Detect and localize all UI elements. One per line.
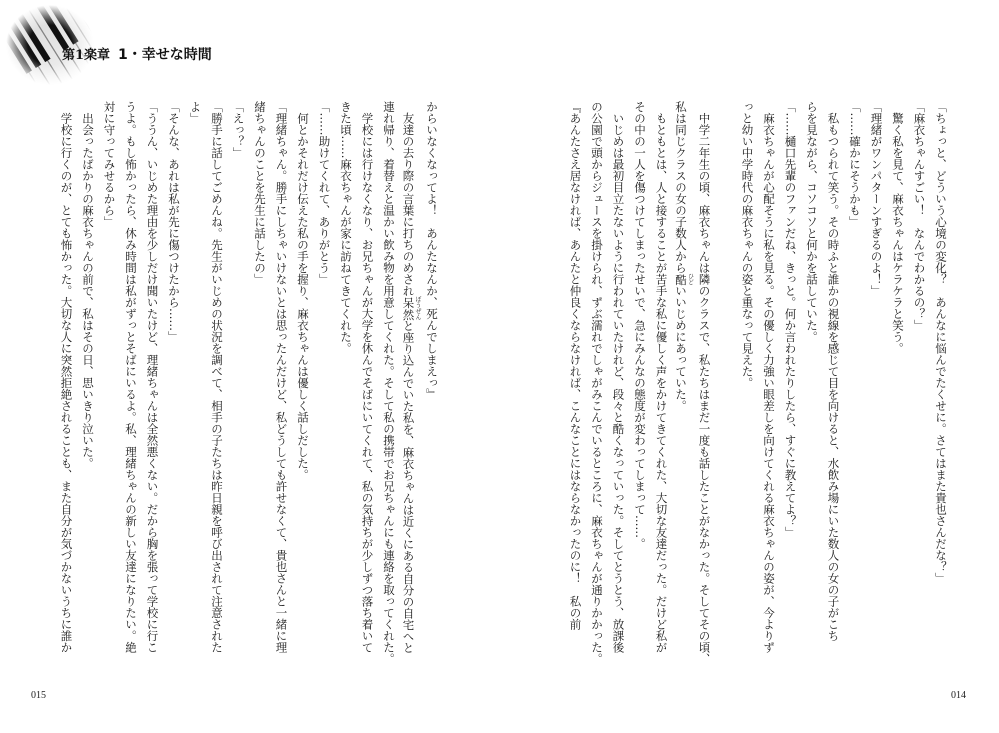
text-column: 何とかそれだけ伝えた私の手を握り、麻衣ちゃんは優しく話しだした。 <box>296 101 310 481</box>
text-column: 中学二年生の頃、麻衣ちゃんは隣のクラスで、私たちはまだ一度も話したことがなかった。そしてその頃、 <box>697 101 712 665</box>
text-column: よ」 <box>188 101 203 124</box>
text-column: 学校に行くのが、とても怖かった。大切な人に突然拒絶されることも、また自分が気づかないうちに誰か <box>59 101 74 653</box>
page-number-right: 014 <box>951 690 966 701</box>
text-column: 麻衣ちゃんが心配そうに私を見る。その優しく力強い眼差しを向けてくれる麻衣ちゃんの姿が、今よりず <box>762 101 776 653</box>
chapter-label: 第1楽章 <box>62 48 111 63</box>
text-column: その中の一人を傷つけてしまったせいで、急にみんなの態度が変わってしまって……。 <box>633 101 647 550</box>
text-column: 「えっ？」 <box>231 101 246 159</box>
text-segment: 友達の去り際の言葉に打ちのめされ <box>401 101 416 297</box>
text-column: うよ。もし怖かったら、休み時間は私がずっとそばにいるよ。私、理緒ちゃんの新しい友達になりたい。絶 <box>124 101 138 653</box>
ruby-reading: ぼうぜん <box>414 296 421 321</box>
text-segment: と座り込んでいた私を、麻衣ちゃんは近くにある自分の自宅へと <box>401 320 416 654</box>
chapter-header <box>62 44 212 64</box>
ruby-base: 呆然 <box>401 296 416 321</box>
text-column: 「ちょっと、どういう心境の変化？ あんなに悩んでたくせに。さてはまた貴也さんだな？」 <box>934 101 948 584</box>
text-column: 連れ帰り、着替えと温かい飲み物を用意してくれた。そして私の携帯でお兄ちゃんにも連絡を取ってくれた。 <box>382 101 396 665</box>
text-column: 「ううん、いじめた理由を少しだけ聞いたけど、理緒ちゃんは全然悪くない。だから胸を張って学校に行こ <box>145 101 160 653</box>
scene-break <box>715 101 737 667</box>
text-column: 対に守ってみせるから」 <box>102 101 117 228</box>
text-column: 「……助けてくれて、ありがとう」 <box>317 101 332 285</box>
text-column: 出会ったばかりの麻衣ちゃんの前で、私はその日、思いきり泣いた。 <box>81 101 95 469</box>
text-column: 「……確かにそうかも」 <box>848 101 862 228</box>
text-column <box>672 101 694 667</box>
text-column: 「そんな、あれは私が先に傷つけたから……」 <box>167 101 181 343</box>
page-number-left: 015 <box>31 690 46 701</box>
text-column: 「麻衣ちゃんすごい！ なんでわかるの？」 <box>912 101 927 331</box>
ruby-reading: ひど <box>686 273 694 286</box>
text-column: もともとは、人と接することが苦手な私に優しく声をかけてきてくれた、大切な友達だった。だけど私が <box>654 101 669 653</box>
text-segment: いいじめにあっていた。 <box>674 285 688 412</box>
text-column: からいなくなってよ！ あんたなんか、死んでしまえっ』 <box>425 101 439 400</box>
text-column: 「理緒がワンパターンすぎるのよ！」 <box>869 101 884 297</box>
text-column: っと幼い中学時代の麻衣ちゃんの姿と重なって見えた。 <box>740 101 755 389</box>
page-left-text <box>55 101 442 667</box>
text-segment: 私は同じクラスの女の子数人から <box>674 101 688 274</box>
text-column: 私もつられて笑う。その時ふと誰かの視線を感じて目を向けると、水飲み場にいた数人の女の子がこち <box>826 101 841 642</box>
text-column: 『あんたさえ居なければ、あんたと仲良くならなければ、こんなことにはならなかったのに！ 私の前 <box>568 101 583 630</box>
ruby-word <box>401 296 421 321</box>
text-column: いじめは最初目立たないように行われていたけれど、段々と酷くなっていった。そしてとうとう、放課後 <box>611 101 626 653</box>
ruby-base: 酷 <box>674 273 688 286</box>
text-column: 緒ちゃんのことを先生に話したの」 <box>253 101 267 285</box>
text-column <box>399 101 421 667</box>
text-column: 「理緒ちゃん。勝手にしちゃいけないとは思ったんだけど、私どうしても許せなくて、貴也さんと一緒に理 <box>274 101 289 653</box>
text-column: らを見ながら、コソコソと何かを話していた。 <box>805 101 819 343</box>
page-right-text <box>564 101 951 667</box>
text-column: 「勝手に話してごめんね。先生がいじめの状況を調べて、相手の子たちは昨日親を呼び出されて注意された <box>210 101 224 653</box>
text-column: 学校には行けなくなり、お兄ちゃんが大学を休んでそばにいてくれて、私の気持ちが少しずつ落ち着いて <box>360 101 375 653</box>
text-column: の公園で頭からジュースを掛けられ、ずぶ濡れでしゃがみこんでいるところに、麻衣ちゃんが通りかかった。 <box>590 101 604 665</box>
text-column: 驚く私を見て、麻衣ちゃんはケラケラと笑う。 <box>891 101 905 354</box>
section-title: 1・幸せな時間 <box>118 47 212 63</box>
text-column: きた頃……麻衣ちゃんが家に訪ねてきてくれた。 <box>339 101 353 354</box>
ruby-word <box>674 273 694 286</box>
text-column: 「……樋口先輩のファンだね、きっと。何か言われたりしたら、すぐに教えてよ？」 <box>783 101 798 538</box>
